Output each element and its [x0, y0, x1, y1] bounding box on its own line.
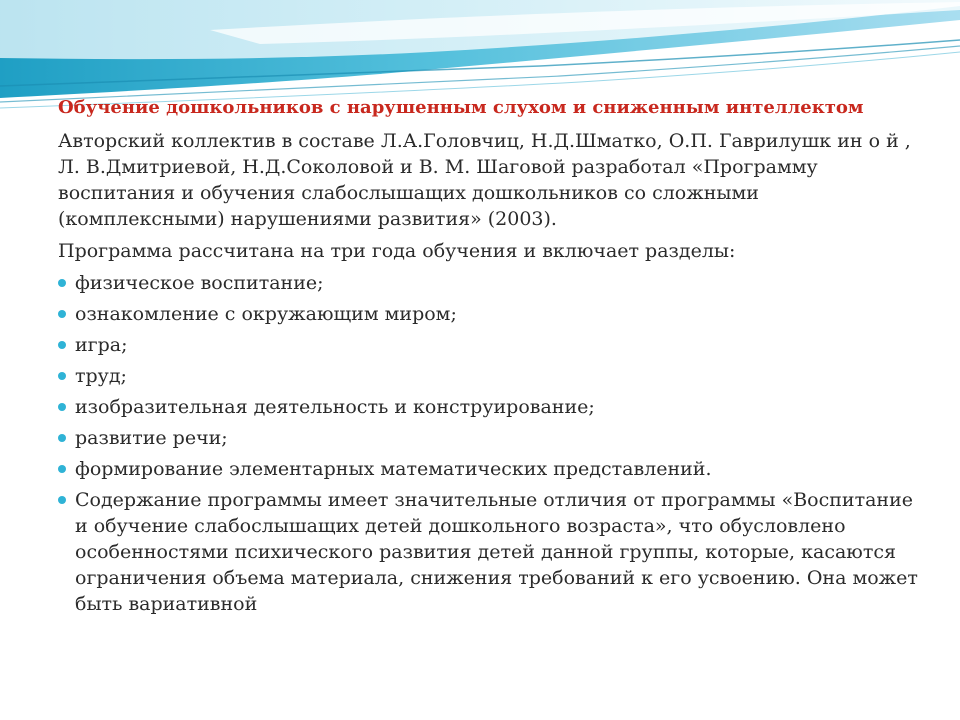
bullet-icon	[58, 279, 66, 287]
list-item-text: изобразительная деятельность и конструирование;	[75, 396, 595, 418]
list-item	[58, 487, 918, 617]
list-item	[58, 363, 918, 389]
intro-paragraph: Авторский коллектив в составе Л.А.Головчиц, Н.Д.Шматко, О.П. Гаврилушк ин о й , Л. В.Дмитриевой, Н.Д.Соколовой и В. М. Шаговой разработал «Программу воспитания и обучения слабослышащих дошкольников со сложными (комплексными) нарушениями развития» (2003).	[58, 130, 911, 230]
list-item	[58, 301, 918, 327]
list-item	[58, 394, 918, 420]
list-item	[58, 425, 918, 451]
bullet-icon	[58, 403, 66, 411]
sections-list	[58, 270, 918, 617]
bullet-icon	[58, 496, 66, 504]
bullet-icon	[58, 434, 66, 442]
list-item-text: ознакомление с окружающим миром;	[75, 303, 457, 325]
list-item-text: формирование элементарных математических представлений.	[75, 458, 712, 480]
slide-content	[58, 96, 918, 622]
bullet-icon	[58, 372, 66, 380]
list-item-text: игра;	[75, 334, 128, 356]
slide-heading: Обучение дошкольников с нарушенным слухом и сниженным интеллектом	[58, 97, 864, 118]
program-paragraph: Программа рассчитана на три года обучения и включает разделы:	[58, 240, 736, 262]
bullet-icon	[58, 465, 66, 473]
list-item	[58, 332, 918, 358]
bullet-icon	[58, 310, 66, 318]
list-item-text: физическое воспитание;	[75, 272, 324, 294]
bullet-icon	[58, 341, 66, 349]
list-item	[58, 270, 918, 296]
list-item-text: Содержание программы имеет значительные отличия от программы «Воспитание и обучение слабослышащих детей дошкольного возраста», что обусловлено особенностями психического развития детей данной группы, которые, касаются ограничения объема материала, снижения требований к его усвоению. Она может быть вариативной	[75, 489, 918, 615]
list-item-text: труд;	[75, 365, 127, 387]
list-item-text: развитие речи;	[75, 427, 228, 449]
list-item	[58, 456, 918, 482]
